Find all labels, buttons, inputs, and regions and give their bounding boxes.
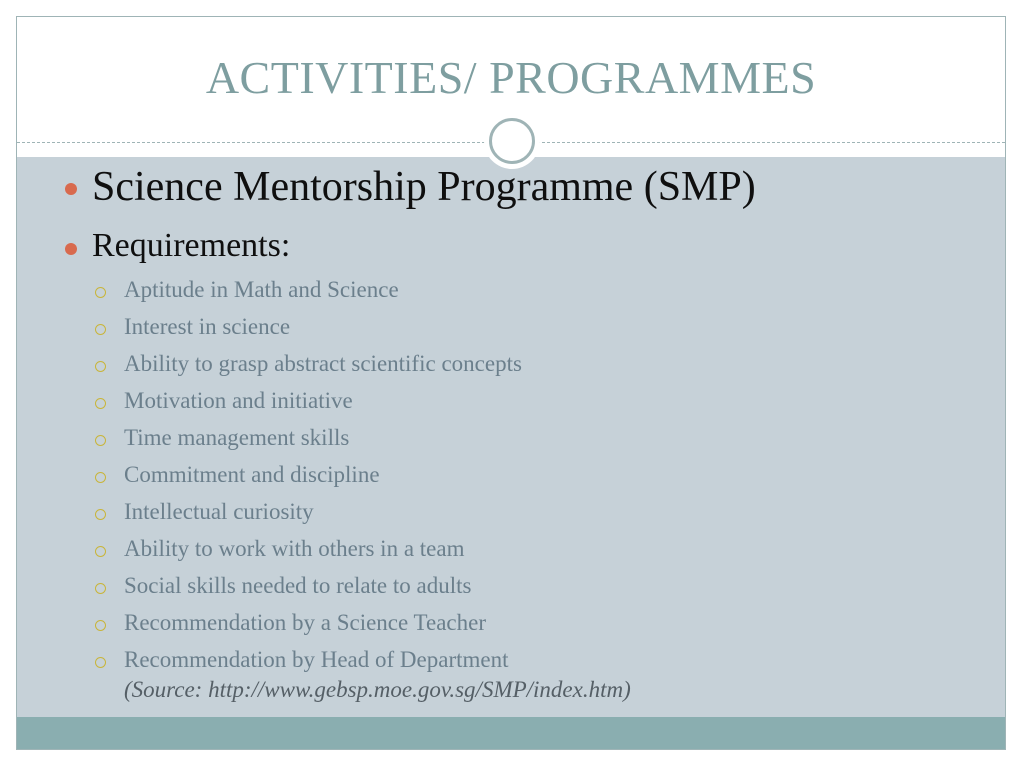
- list-item: [17, 608, 1005, 638]
- requirement-text: Ability to work with others in a team: [124, 536, 465, 561]
- ring-ornament-icon: [484, 113, 540, 169]
- hollow-circle-icon: [95, 546, 106, 557]
- slide-title: ACTIVITIES/ PROGRAMMES: [205, 52, 817, 103]
- hollow-circle-icon: [95, 435, 106, 446]
- hollow-circle-icon: [95, 620, 106, 631]
- filled-circle-icon: [65, 243, 77, 255]
- source-citation: (Source: http://www.gebsp.moe.gov.sg/SMP/index.htm): [124, 677, 631, 702]
- bullet-requirements-text: Requirements:: [92, 227, 291, 264]
- list-item: [17, 386, 1005, 416]
- list-item: [17, 423, 1005, 453]
- requirement-text: Time management skills: [124, 425, 350, 450]
- requirement-text: Motivation and initiative: [124, 388, 353, 413]
- list-item: [17, 534, 1005, 564]
- footer-band: [17, 717, 1005, 750]
- requirement-text: Recommendation by a Science Teacher: [124, 610, 486, 635]
- list-item: [17, 349, 1005, 379]
- hollow-circle-icon: [95, 472, 106, 483]
- list-item: [17, 645, 1005, 675]
- hollow-circle-icon: [95, 324, 106, 335]
- filled-circle-icon: [65, 183, 77, 195]
- list-item: [17, 460, 1005, 490]
- requirement-text: Ability to grasp abstract scientific concepts: [124, 351, 522, 376]
- requirement-text: Intellectual curiosity: [124, 499, 314, 524]
- list-item: [17, 571, 1005, 601]
- hollow-circle-icon: [95, 361, 106, 372]
- requirement-text: Social skills needed to relate to adults: [124, 573, 472, 598]
- hollow-circle-icon: [95, 287, 106, 298]
- hollow-circle-icon: [95, 657, 106, 668]
- requirement-text: Commitment and discipline: [124, 462, 380, 487]
- bullet-smp-text: Science Mentorship Programme (SMP): [92, 164, 756, 210]
- requirement-text: Recommendation by Head of Department: [124, 647, 509, 672]
- list-item: [17, 312, 1005, 342]
- hollow-circle-icon: [95, 583, 106, 594]
- list-item: [17, 497, 1005, 527]
- hollow-circle-icon: [95, 509, 106, 520]
- requirement-text: Interest in science: [124, 314, 291, 339]
- list-item: [17, 275, 1005, 305]
- requirement-text: Aptitude in Math and Science: [124, 277, 399, 302]
- ring-ornament-inner: [489, 118, 535, 164]
- hollow-circle-icon: [95, 398, 106, 409]
- slide: [16, 16, 1006, 750]
